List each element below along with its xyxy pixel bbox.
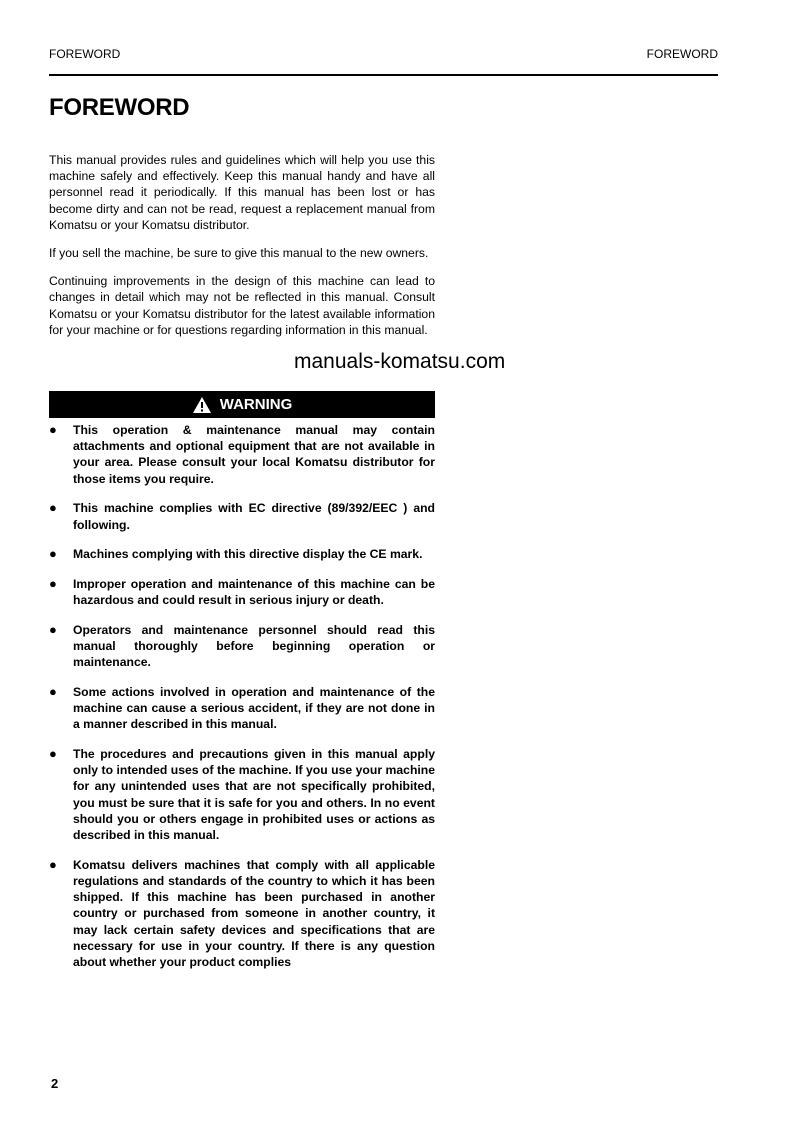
bullet-icon: ●: [49, 575, 57, 591]
warning-label: WARNING: [219, 396, 293, 413]
list-item: ● Some actions involved in operation and maintenance of the machine can cause a serious accident, if they are not done in a manner described in this manual.: [49, 683, 435, 732]
running-header-left: FOREWORD: [49, 47, 121, 61]
bullet-icon: ●: [49, 546, 57, 562]
warning-triangle-icon: [192, 396, 212, 414]
bullet-icon: ●: [49, 500, 57, 516]
list-item: ● Improper operation and maintenance of this machine can be hazardous and could result in serious injury or death.: [49, 575, 435, 608]
bullet-icon: ●: [49, 422, 57, 437]
page-title: FOREWORD: [49, 94, 190, 121]
warning-bullet-list: [49, 422, 435, 984]
bullet-icon: ●: [49, 856, 57, 872]
list-item: ● This operation & maintenance manual may contain attachments and optional equipment that are not available in your area. Please consult your local Komatsu distributor for those items you require.: [49, 422, 435, 486]
list-item: ● Operators and maintenance personnel should read this manual thoroughly before beginning operation or maintenance.: [49, 621, 435, 670]
intro-paragraph: If you sell the machine, be sure to give this manual to the new owners.: [49, 246, 429, 261]
intro-paragraph: Continuing improvements in the design of this machine can lead to changes in detail which may not be reflected in this manual. Consult Komatsu or your Komatsu distributor for the latest available information for your machine or for questions regarding information in this manual.: [49, 274, 435, 337]
header-divider: [49, 74, 718, 76]
list-item: ● Komatsu delivers machines that comply with all applicable regulations and standards of the country to which it has been shipped. If this machine has been purchased in another country or purchased from someone in another country, it may lack certain safety devices and specifications that are necessary for use in your country. If there is any question about whether your product complies: [49, 856, 435, 969]
intro-paragraph: This manual provides rules and guidelines which will help you use this machine safely and effectively. Keep this manual handy and have all personnel read it periodically. If this manual has been lost or has become dirty and can not be read, request a replacement manual from Komatsu or your Komatsu distributor.: [49, 153, 435, 232]
bullet-icon: ●: [49, 746, 57, 762]
watermark-text: manuals-komatsu.com: [294, 350, 506, 373]
bullet-icon: ●: [49, 621, 57, 637]
list-item: ● This machine complies with EC directive (89/392/EEC ) and following.: [49, 500, 435, 532]
list-item: ● The procedures and precautions given in this manual apply only to intended uses of the machine. If you use your machine for any unintended uses that are not specifically prohibited, you must be sure that it is safe for you and others. In no event should you or others engage in prohibited uses or actions as described in this manual.: [49, 746, 435, 843]
running-header-right: FOREWORD: [646, 47, 718, 61]
intro-section: [49, 152, 435, 350]
list-item: ● Machines complying with this directive display the CE mark.: [49, 546, 423, 562]
warning-banner: [49, 391, 435, 418]
bullet-icon: ●: [49, 683, 57, 699]
page-number: 2: [51, 1076, 59, 1091]
